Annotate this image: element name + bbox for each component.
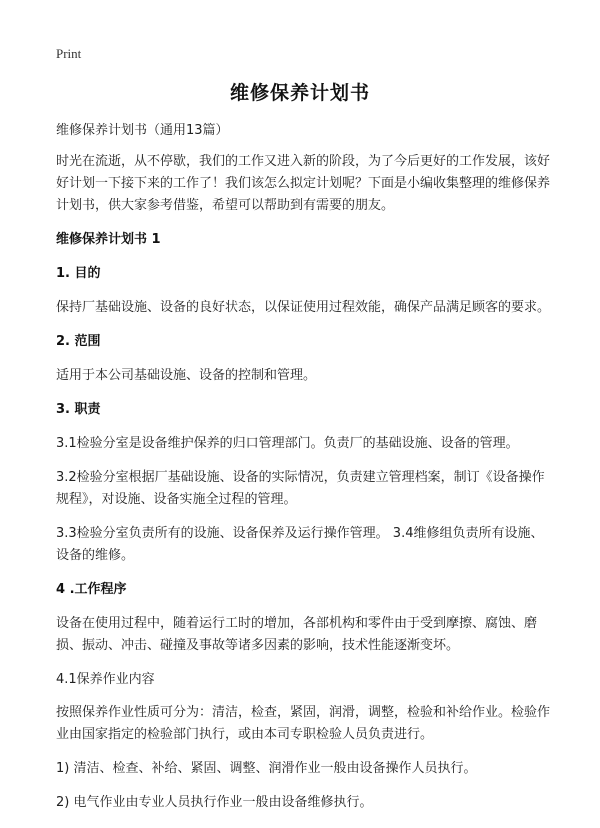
duty-heading: 3. 职责 [56,402,101,417]
purpose-heading: 1. 目的 [56,266,101,281]
section-heading: 维修保养计划书 1 [56,232,161,247]
document-body [56,120,556,826]
scope-paragraph: 适用于本公司基础设施、设备的控制和管理。 [56,368,317,383]
list-item-1: 1) 清洁、检查、补给、紧固、调整、润滑作业一般由设备操作人员执行。 [56,761,477,776]
purpose-paragraph: 保持厂基础设施、设备的良好状态，以保证使用过程效能，确保产品满足顾客的要求。 [56,300,551,315]
procedure-heading: 4 .工作程序 [56,582,127,597]
duty-paragraph-3: 3.3检验分室负责所有的设施、设备保养及运行操作管理。 3.4维修组负责所有设施、设备的维修。 [56,526,544,563]
scope-heading: 2. 范围 [56,334,101,349]
intro-paragraph: 时光在流逝，从不停歇，我们的工作又进入新的阶段，为了今后更好的工作发展，该好好计划一下接下来的工作了！我们该怎么拟定计划呢？下面是小编收集整理的维修保养计划书，供大家参考借鉴，希望可以帮助到有需要的朋友。 [56,154,551,213]
duty-paragraph-2: 3.2检验分室根据厂基础设施、设备的实际情况，负责建立管理档案，制订《设备操作规程》，对设施、设备实施全过程的管理。 [56,470,545,507]
page-title: 维修保养计划书 [229,82,370,104]
duty-paragraph-1: 3.1检验分室是设备维护保养的归口管理部门。负责厂的基础设施、设备的管理。 [56,436,519,451]
document-subtitle: 维修保养计划书（通用13篇） [56,123,229,138]
maintenance-paragraph: 按照保养作业性质可分为：清洁，检查，紧固，润滑，调整，检验和补给作业。检验作业由国家指定的检验部门执行，或由本司专职检验人员负责进行。 [56,705,551,742]
procedure-paragraph: 设备在使用过程中，随着运行工时的增加，各部机构和零件由于受到摩擦、腐蚀、磨损、振动、冲击、碰撞及事故等诸多因素的影响，技术性能逐渐变坏。 [56,616,538,653]
list-item-2: 2) 电气作业由专业人员执行作业一般由设备维修执行。 [56,795,373,810]
maintenance-heading: 4.1保养作业内容 [56,672,155,687]
print-link[interactable]: Print [56,46,82,61]
